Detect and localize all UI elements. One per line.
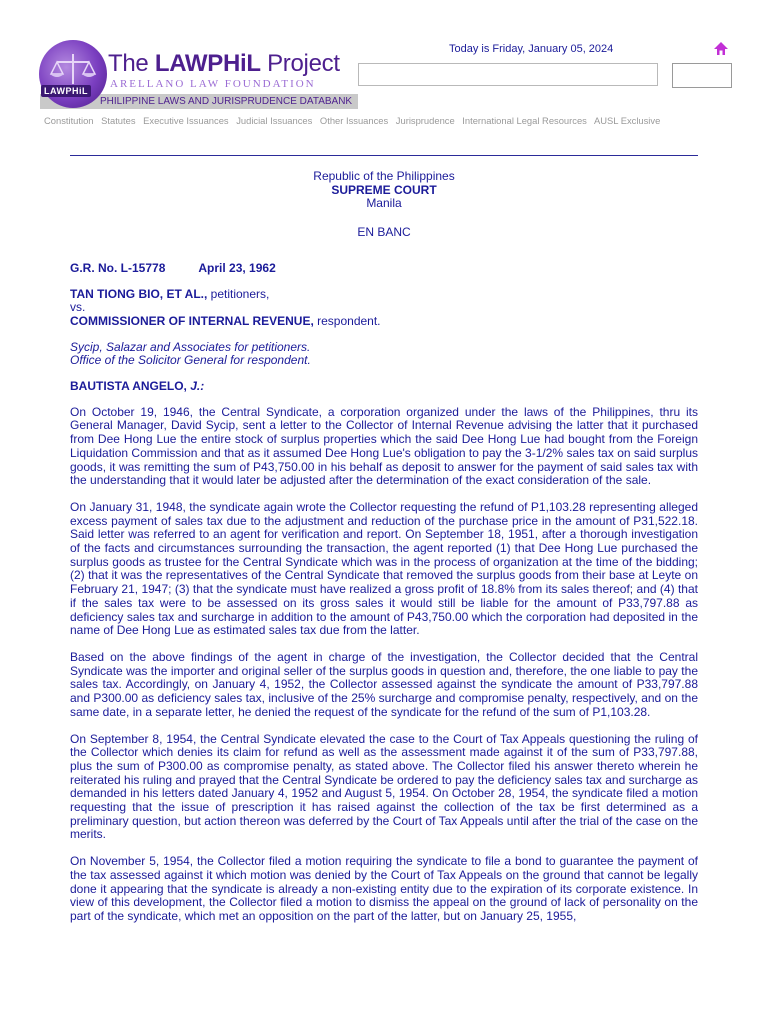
ponente: BAUTISTA ANGELO, J.:	[70, 379, 205, 394]
versus: vs.	[70, 300, 86, 315]
logo-badge: LAWPHiL	[41, 85, 91, 97]
court-city: Manila	[366, 196, 402, 211]
site-header	[0, 0, 768, 135]
petitioner-line: TAN TIONG BIO, ET AL., petitioners,	[70, 286, 270, 301]
respondent-name: COMMISSIONER OF INTERNAL REVENUE,	[70, 313, 314, 328]
paragraph: On September 8, 1954, the Central Syndicate elevated the case to the Court of Tax Appeals questioning the ruling of the Collector which denies its claim for refund as well as the assessment made against it of the sum of P33,797.88, plus the sum of P300.00 as compromise penalty, as stated above. The Collector filed his answer thereto wherein he reiterated his ruling and prayed that the Central Syndicate be ordered to pay the deficiency sales tax and surcharge as demanded in his letters dated January 4, 1952 and August 5, 1954. On October 28, 1954, the syndicate filed a motion requesting that the issue of prescription it has raised against the collection of the tax be first determined as a preliminary question, but action thereon was deferred by the Court of Tax Appeals until after the trial of the case on the merits.	[70, 731, 698, 842]
search-button[interactable]	[672, 63, 732, 88]
division: EN BANC	[357, 225, 411, 240]
nav-executive-issuances[interactable]: Executive Issuances	[143, 115, 229, 126]
counsel-petitioners: Sycip, Salazar and Associates for petitioners.	[70, 339, 311, 354]
paragraph: On October 19, 1946, the Central Syndicate, a corporation organized under the laws of the Philippines, thru its General Manager, David Sycip, sent a letter to the Collector of Internal Revenue advising the latter that it purchased from Dee Hong Lue the entire stock of surplus properties which the said Dee Hong Lue had bought from the Foreign Liquidation Commission and that as it assumed Dee Hong Lue's obligation to pay the 3-1/2% sales tax on said surplus goods, it was remitting the sum of P43,750.00 in his behalf as deposit to answer for the payment of said sales tax with the understanding that it would later be adjusted after the determination of the exact consideration of the sale.	[70, 404, 698, 488]
lawphil-seal-icon[interactable]	[39, 40, 107, 108]
case-number-line	[70, 262, 698, 276]
decision-document	[70, 170, 698, 937]
header-divider	[70, 155, 698, 156]
site-tagline: PHILIPPINE LAWS AND JURISPRUDENCE DATABANK	[100, 96, 353, 107]
main-nav	[44, 115, 665, 126]
court-name: SUPREME COURT	[331, 182, 437, 197]
republic-line: Republic of the Philippines	[313, 169, 455, 183]
nav-statutes[interactable]: Statutes	[101, 115, 136, 126]
home-icon[interactable]	[713, 41, 729, 57]
paragraph: On November 5, 1954, the Collector filed a motion requiring the syndicate to file a bond to guarantee the payment of the tax assessed against it which motion was denied by the Court of Tax Appeals on the ground that cannot be legally done it appearing that the syndicate is already a non-existing entity due to the expiration of its corporate existence. In view of this development, the Collector filed a motion to dismiss the appeal on the ground of lack of personality on the part of the syndicate, which met an opposition on the part of the latter, but on January 25, 1955,	[70, 854, 698, 923]
nav-judicial-issuances[interactable]: Judicial Issuances	[236, 115, 313, 126]
gr-number: G.R. No. L-15778	[70, 260, 166, 275]
nav-ausl-exclusive[interactable]: AUSL Exclusive	[593, 115, 661, 126]
counsel-respondent: Office of the Solicitor General for respondent.	[70, 353, 311, 368]
decision-date: April 23, 1962	[198, 260, 276, 275]
nav-jurisprudence[interactable]: Jurisprudence	[395, 115, 455, 126]
petitioner-name: TAN TIONG BIO, ET AL.,	[70, 286, 208, 301]
site-subtitle: ARELLANO LAW FOUNDATION	[110, 78, 316, 90]
search-input[interactable]	[358, 63, 658, 86]
scales-of-justice-icon	[39, 40, 107, 108]
respondent-line: COMMISSIONER OF INTERNAL REVENUE, respondent.	[70, 313, 381, 328]
nav-constitution[interactable]: Constitution	[44, 115, 94, 126]
paragraph: Based on the above findings of the agent in charge of the investigation, the Collector decided that the Central Syndicate was the importer and original seller of the surplus goods in question and, therefore, the one liable to pay the sales tax. Accordingly, on January 4, 1952, the Collector assessed against the syndicate the amount of P33,797.88 and P300.00 as deficiency sales tax, inclusive of the 25% surcharge and compromise penalty, respectively, and on the same date, in a separate letter, he denied the request of the syndicate for the refund of the sum of P1,103.28.	[70, 649, 698, 719]
current-date: Today is Friday, January 05, 2024	[449, 43, 614, 55]
paragraph: On January 31, 1948, the syndicate again wrote the Collector requesting the refund of P1,103.28 representing alleged excess payment of sales tax due to the adjustment and reduction of the purchase price in the amount of P31,522.18. Said letter was referred to an agent for verification and report. On September 18, 1951, after a thorough investigation of the facts and circumstances surrounding the transaction, the agent reported (1) that Dee Hong Lue purchased the surplus goods as trustee for the Central Syndicate which was in the process of organization at the time of the bidding; (2) that it was the representatives of the Central Syndicate that removed the surplus goods from their base at Leyte on February 21, 1947; (3) that the syndicate must have realized a gross profit of 18.8% from its sales thereof; and (4) that if the sales tax were to be assessed on its gross sales it would still be liable for the amount of P33,797.88 as deficiency sales tax and surcharge in addition to the amount of P43,750.00 which the corporation had deposited in the name of Dee Hong Lue as estimated sales tax due from the latter.	[70, 499, 698, 638]
nav-international-legal-resources[interactable]: International Legal Resources	[462, 115, 587, 126]
site-title[interactable]: The LAWPHiL Project	[108, 50, 340, 77]
nav-other-issuances[interactable]: Other Issuances	[319, 115, 389, 126]
